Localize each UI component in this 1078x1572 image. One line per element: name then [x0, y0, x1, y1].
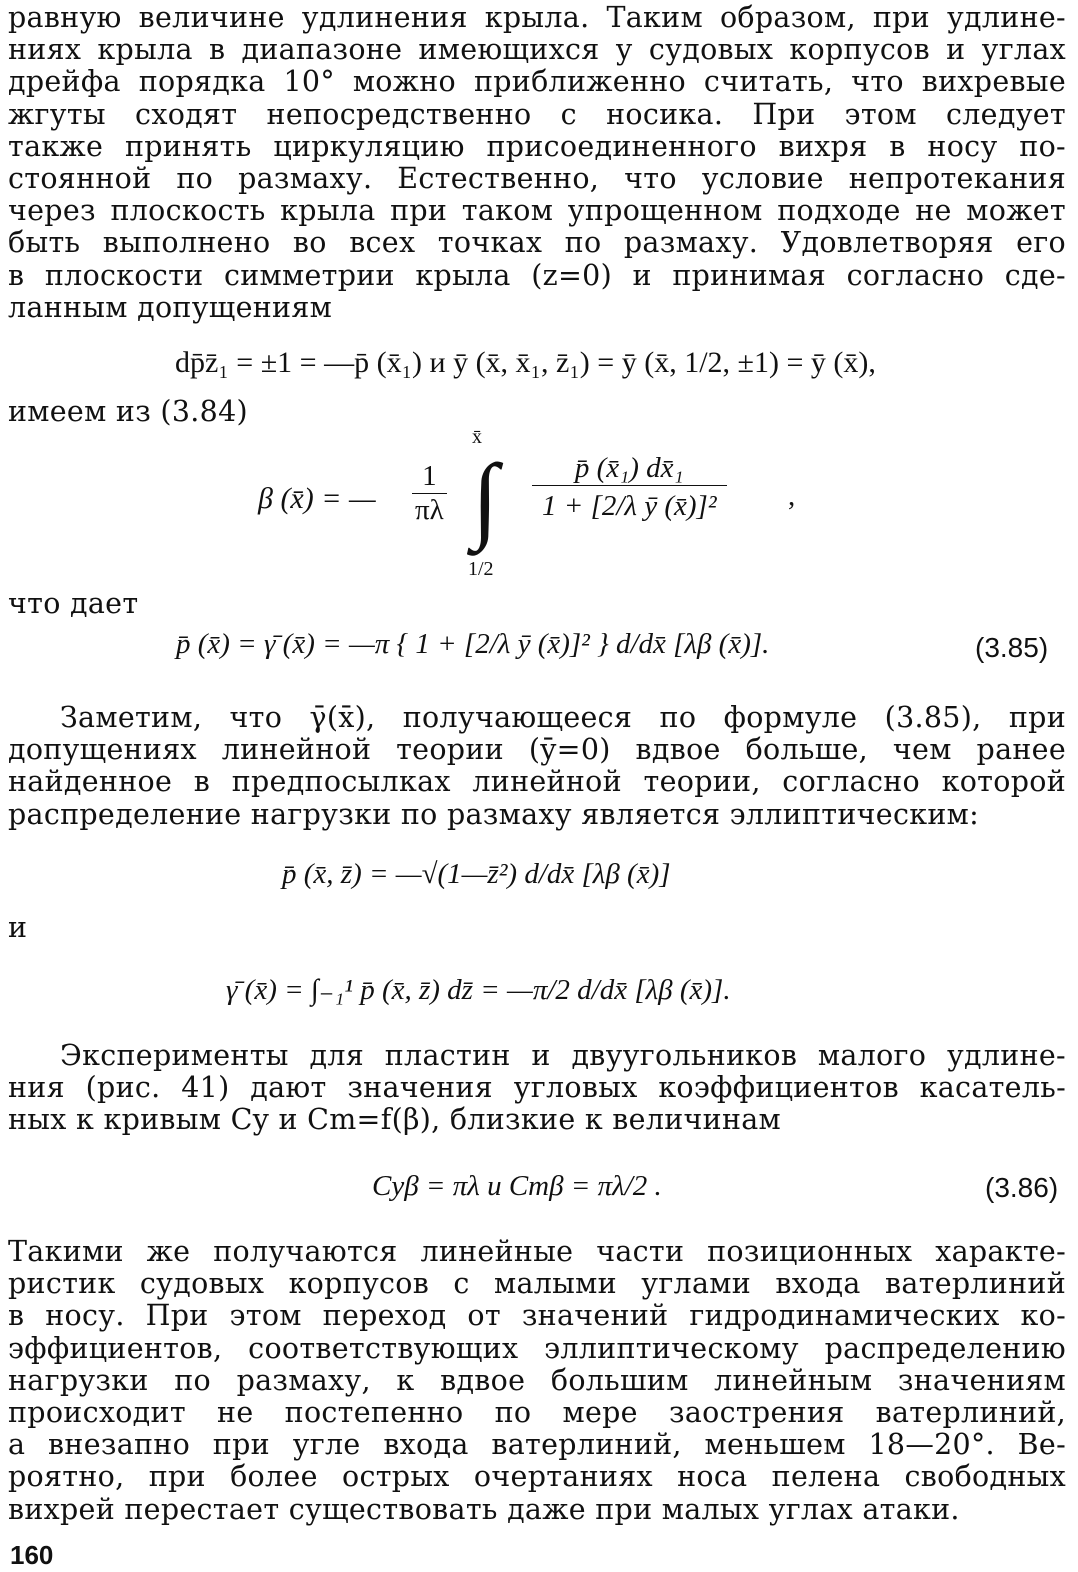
text-line: происходит не постепенно по мере заострения ватерлиний,	[8, 1396, 1066, 1430]
equation-number-3-85: (3.85)	[975, 632, 1049, 663]
text-line: жгуты сходят непосредственно с носика. При этом следует	[8, 97, 1066, 131]
equation-conditions: dp̄z̄₁ = ±1 = —p̄ (x̄₁) и ȳ (x̄, x̄₁, z̄₁) = ȳ (x̄, 1/2, ±1) = ȳ (x̄),	[175, 346, 876, 379]
integral-upper-limit: x̄	[472, 426, 482, 448]
text-line: роятно, при более острых очертаниях носа пелена свободных	[8, 1460, 1066, 1494]
text-line: Заметим, что γ̄(x̄), получающееся по формуле (3.85), при	[60, 701, 1066, 734]
text-line: быть выполнено во всех точках по размаху. Удовлетворяя его	[8, 226, 1066, 260]
integral-lower-limit: 1/2	[468, 558, 494, 580]
text-line: ния (рис. 41) дают значения угловых коэффициентов касатель-	[8, 1071, 1066, 1105]
text-line: вихрей перестает существовать даже при малых углах атаки.	[8, 1492, 960, 1526]
text-line: в плоскости симметрии крыла (z=0) и принимая согласно сде-	[8, 258, 1066, 292]
text-line: допущениях линейной теории (ȳ=0) вдвое больше, чем ранее	[8, 733, 1066, 767]
paragraph-2	[8, 702, 1066, 831]
beta-coefficient: $\frac{1}{\pi\lambda}$	[412, 460, 447, 527]
beta-lhs: β (x̄) = —	[258, 482, 376, 515]
text-chto-daet: что дает	[8, 587, 139, 620]
text-line: дрейфа порядка 10° можно приближенно считать, что вихревые	[8, 65, 1066, 99]
equation-3-86: Cyβ = πλ и Cmβ = πλ/2 .	[372, 1170, 662, 1202]
paragraph-3	[8, 1040, 1066, 1137]
text-line: Эксперименты для пластин и двуугольников малого удлине-	[60, 1039, 1066, 1072]
text-imeem: имеем из (3.84)	[8, 395, 248, 428]
text-line: нагрузки по размаху, к вдвое большим линейным значениям	[8, 1363, 1066, 1397]
equation-3-85: p̄ (x̄) = γ̄ (x̄) = —π { 1 + [2/λ ȳ (x̄)]² } d/dx̄ [λβ (x̄)].	[176, 628, 770, 660]
equation-gamma: γ̄ (x̄) = ∫₋₁¹ p̄ (x̄, z̄) dz̄ = —π/2 d/dx̄ [λβ (x̄)].	[226, 974, 731, 1006]
page-number: 160	[10, 1540, 54, 1570]
integrand: $\frac{\text{p̄ (x̄₁) dx̄₁}}{\text{1 + [2/λ ȳ (x̄)]²}}$	[532, 452, 727, 523]
text-line: ланным допущениям	[8, 290, 333, 324]
text-line: равную величине удлинения крыла. Таким образом, при удлине-	[8, 1, 1066, 34]
text-line: Такими же получаются линейные части позиционных характе-	[8, 1235, 1066, 1268]
text-line: найденное в предпосылках линейной теории, согласно которой	[8, 765, 1066, 799]
equation-beta	[258, 426, 818, 580]
text-line: через плоскость крыла при таком упрощенном подходе не может	[8, 194, 1066, 228]
text-i: и	[8, 911, 28, 944]
beta-comma: ,	[788, 480, 796, 512]
paragraph-4	[8, 1236, 1066, 1526]
equation-elliptic: p̄ (x̄, z̄) = —√(1—z̄²) d/dx̄ [λβ (x̄)]	[282, 858, 671, 890]
text-line: в носу. При этом переход от значений гидродинамических ко-	[8, 1299, 1066, 1333]
text-line: ристик судовых корпусов с малыми углами входа ватерлиний	[8, 1267, 1066, 1301]
integral-sign: ∫	[472, 444, 499, 551]
text-line: а внезапно при угле входа ватерлиний, меньшем 18—20°. Ве-	[8, 1428, 1066, 1462]
paragraph-1	[8, 2, 1066, 324]
text-line: также принять циркуляцию присоединенного вихря в носу по-	[8, 129, 1066, 163]
text-line: эффициентов, соответствующих эллиптическому распределению	[8, 1331, 1066, 1365]
equation-number-3-86: (3.86)	[985, 1172, 1059, 1203]
text-line: ных к кривым Cy и Cm=f(β), близкие к величинам	[8, 1103, 782, 1137]
text-line: стоянной по размаху. Естественно, что условие непротекания	[8, 162, 1066, 196]
text-line: распределение нагрузки по размаху является эллиптическим:	[8, 797, 980, 831]
text-line: ниях крыла в диапазоне имеющихся у судовых корпусов и углах	[8, 33, 1066, 67]
